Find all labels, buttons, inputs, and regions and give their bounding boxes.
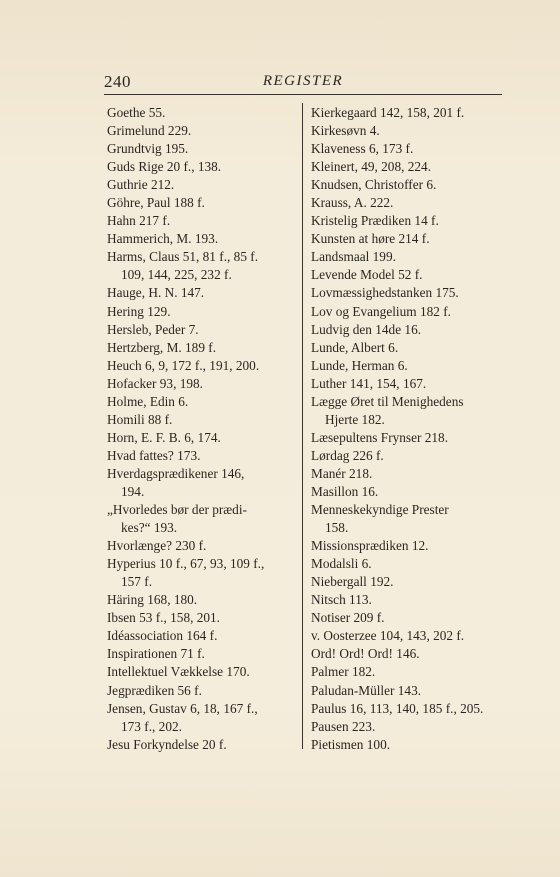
index-entry (107, 339, 299, 357)
index-entry (311, 447, 502, 465)
index-entry-text: Kierkegaard 142, 158, 201 f. (311, 105, 465, 120)
index-entry-text: Luther 141, 154, 167. (311, 375, 427, 391)
index-entry-text: Lunde, Herman 6. (311, 357, 408, 373)
index-entry (311, 375, 502, 393)
index-entry (311, 609, 502, 627)
index-entry (311, 736, 502, 754)
page-number: 240 (104, 72, 131, 91)
index-entry-text: Menneskekyndige Prester (311, 502, 449, 518)
index-entry (107, 194, 299, 212)
index-entry-text: Krauss, A. 222. (311, 195, 394, 211)
index-entry (107, 429, 299, 447)
index-entry (107, 591, 299, 609)
index-entry (311, 104, 502, 122)
index-entry (311, 176, 502, 194)
index-entry (311, 501, 502, 537)
index-entry (107, 375, 299, 393)
index-entry-text: Paludan-Müller 143. (311, 682, 422, 698)
index-column-left (107, 104, 299, 754)
index-entry-text: Manér 218. (311, 465, 373, 481)
index-entry-text: Guds Rige 20 f., 138. (107, 159, 222, 175)
index-entry-text: Niebergall 192. (311, 574, 394, 590)
index-entry-text: Kleinert, 49, 208, 224. (311, 159, 432, 175)
index-entry (107, 537, 299, 555)
index-entry-text: Pietismen 100. (311, 736, 391, 752)
index-entry-text: Inspirationen 71 f. (107, 646, 205, 662)
index-entry (107, 284, 299, 302)
index-entry-text: Harms, Claus 51, 81 f., 85 f. (107, 249, 259, 265)
index-entry-text: Kristelig Prædiken 14 f. (311, 213, 439, 229)
index-entry (311, 483, 502, 501)
index-entry-text: Idéassociation 164 f. (107, 628, 218, 644)
index-entry (311, 700, 502, 718)
index-entry (107, 176, 299, 194)
index-entry (311, 339, 502, 357)
index-entry (311, 230, 502, 248)
index-entry (311, 573, 502, 591)
index-entry-text: v. Oosterzee 104, 143, 202 f. (311, 628, 465, 644)
index-entry (107, 158, 299, 176)
index-entry-text: Hersleb, Peder 7. (107, 321, 199, 337)
index-column-right (311, 104, 502, 754)
index-entry (107, 447, 299, 465)
index-entry (311, 645, 502, 663)
index-entry-text: Hofacker 93, 198. (107, 375, 203, 391)
index-entry (107, 393, 299, 411)
running-title: REGISTER (262, 73, 344, 89)
index-entry-text: Klaveness 6, 173 f. (311, 141, 414, 157)
index-entry-text: Guthrie 212. (107, 177, 175, 193)
index-entry (107, 645, 299, 663)
index-entry-text: Lørdag 226 f. (311, 447, 384, 463)
index-entry-text: Lægge Øret til Menighedens (311, 393, 464, 409)
index-entry (311, 140, 502, 158)
index-entry (311, 248, 502, 266)
index-entry (311, 465, 502, 483)
index-entry-text: Knudsen, Christoffer 6. (311, 177, 437, 193)
index-entry-text: Hvorlænge? 230 f. (107, 538, 207, 554)
index-entry (107, 609, 299, 627)
index-entry-text: Intellektuel Vækkelse 170. (107, 664, 250, 680)
index-entry (311, 682, 502, 700)
index-entry (107, 411, 299, 429)
index-entry-continuation: Hjerte 182. (325, 411, 385, 427)
index-entry-text: Hering 129. (107, 303, 171, 319)
index-entry-text: Goethe 55. (107, 105, 166, 120)
index-entry-text: Grimelund 229. (107, 123, 192, 139)
index-entry-text: Paulus 16, 113, 140, 185 f., 205. (311, 700, 484, 716)
index-entry-continuation: 157 f. (121, 574, 153, 590)
index-entry (107, 736, 299, 754)
index-entry (311, 266, 502, 284)
index-entry-text: Masillon 16. (311, 483, 379, 499)
index-entry (107, 627, 299, 645)
index-entry-text: Hauge, H. N. 147. (107, 285, 205, 301)
index-entry-text: Ibsen 53 f., 158, 201. (107, 610, 221, 626)
index-entry (311, 122, 502, 140)
index-entry (311, 321, 502, 339)
index-entry-text: Jegprædiken 56 f. (107, 682, 202, 698)
index-entry (107, 555, 299, 591)
index-entry-text: Jesu Forkyndelse 20 f. (107, 736, 227, 752)
index-entry-text: Hverdagsprædikener 146, (107, 465, 245, 481)
index-entry-text: Palmer 182. (311, 664, 376, 680)
index-entry (107, 212, 299, 230)
index-entry-text: Jensen, Gustav 6, 18, 167 f., (107, 700, 258, 716)
index-entry-text: Landsmaal 199. (311, 249, 396, 265)
index-entry-text: Horn, E. F. B. 6, 174. (107, 429, 221, 445)
column-divider (302, 103, 303, 749)
index-entry-text: Hvad fattes? 173. (107, 447, 201, 463)
index-entry-continuation: 173 f., 202. (121, 718, 182, 734)
index-entry (107, 248, 299, 284)
index-entry (107, 700, 299, 736)
index-entry-continuation: 194. (121, 483, 145, 499)
index-entry (311, 212, 502, 230)
index-entry (311, 718, 502, 736)
index-entry-text: Heuch 6, 9, 172 f., 191, 200. (107, 357, 260, 373)
index-entry-text: Missionsprædiken 12. (311, 538, 429, 554)
index-entry (311, 303, 502, 321)
index-entry (311, 555, 502, 573)
index-entry-text: Homili 88 f. (107, 411, 173, 427)
index-entry (311, 284, 502, 302)
index-entry (107, 104, 299, 122)
index-entry (107, 140, 299, 158)
header-rule (104, 94, 502, 95)
index-entry-text: Kunsten at høre 214 f. (311, 231, 430, 247)
index-entry-continuation: kes?“ 193. (121, 520, 178, 536)
index-entry (311, 537, 502, 555)
index-entry-text: Hahn 217 f. (107, 213, 171, 229)
index-entry-text: Holme, Edin 6. (107, 393, 189, 409)
index-entry (107, 122, 299, 140)
index-entry-text: Kirkesøvn 4. (311, 123, 380, 139)
page-header (104, 72, 502, 96)
index-entry (311, 591, 502, 609)
index-entry-text: Lov og Evangelium 182 f. (311, 303, 451, 319)
index-entry-text: Lovmæssighedstanken 175. (311, 285, 459, 301)
index-entry (107, 663, 299, 681)
index-entry (311, 429, 502, 447)
index-entry-text: Hyperius 10 f., 67, 93, 109 f., (107, 556, 265, 572)
index-entry (107, 303, 299, 321)
index-entry (107, 321, 299, 339)
index-entry-text: „Hvorledes bør der prædi- (107, 502, 247, 518)
index-entry-text: Lunde, Albert 6. (311, 339, 399, 355)
index-entry-text: Pausen 223. (311, 718, 376, 734)
index-entry (107, 230, 299, 248)
index-entry (311, 393, 502, 429)
index-entry (311, 357, 502, 375)
index-entry-text: Ord! Ord! Ord! 146. (311, 646, 420, 662)
index-entry (311, 194, 502, 212)
index-entry-text: Modalsli 6. (311, 556, 372, 572)
index-entry-text: Notiser 209 f. (311, 610, 385, 626)
index-entry-text: Nitsch 113. (311, 592, 372, 608)
index-entry-text: Ludvig den 14de 16. (311, 321, 422, 337)
index-entry (311, 663, 502, 681)
index-entry-continuation: 109, 144, 225, 232 f. (121, 267, 232, 283)
index-entry (107, 357, 299, 375)
index-entry-text: Hertzberg, M. 189 f. (107, 339, 217, 355)
index-entry-text: Häring 168, 180. (107, 592, 198, 608)
index-entry-continuation: 158. (325, 520, 349, 536)
index-entry-text: Göhre, Paul 188 f. (107, 195, 205, 211)
index-entry (107, 501, 299, 537)
index-entry (311, 158, 502, 176)
index-entry (107, 682, 299, 700)
index-entry (107, 465, 299, 501)
index-entry (311, 627, 502, 645)
index-entry-text: Levende Model 52 f. (311, 267, 423, 283)
index-entry-text: Hammerich, M. 193. (107, 231, 219, 247)
index-entry-text: Grundtvig 195. (107, 141, 189, 157)
index-entry-text: Læsepultens Frynser 218. (311, 429, 449, 445)
